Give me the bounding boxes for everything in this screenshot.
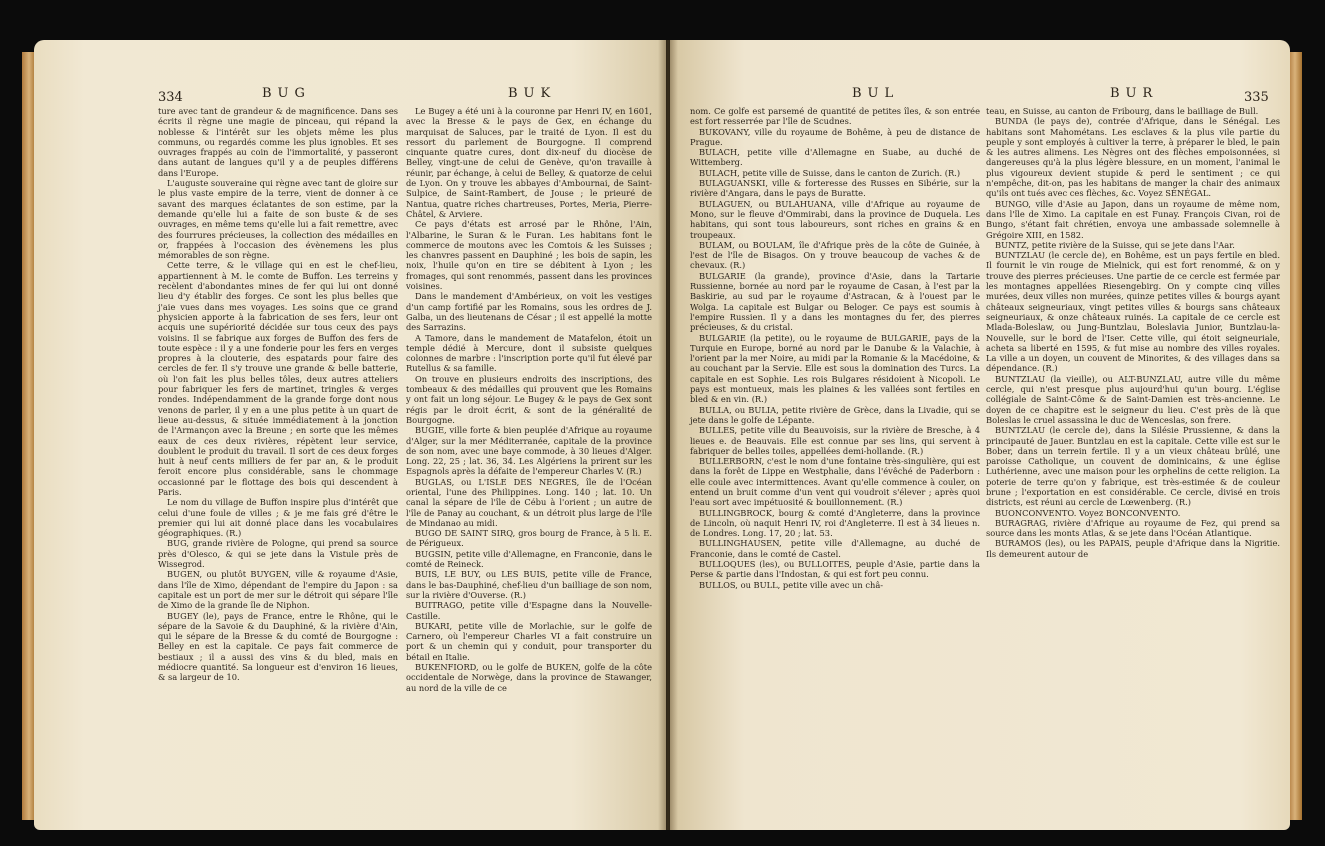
entry: Cette terre, & le village qui en est le chef-lieu, appartiennent à M. le comte de Buffon. Les terreins y recèlent d'abondantes mines de fer qui lui ont donné lieu d'y établir des forges. Ce sont les plus belles que j'aie vues dans mes voyages. Les soins que ce grand physicien apporte à la fabrication de ses fers, leur ont acquis une supériorité décidée sur tous ceux des pays voisins. Il se fabrique aux forges de Buffon des fers de toute espèce : il y a une fonderie pour les fers en verges propres à la clouterie, des espatards pour faire des cercles de fer. Il s'y trouve une grande & belle batterie, où l'on fait les plus belles tôles, deux autres atteliers pour fabriquer les fers de martinet, tringles & verges rondes. Indépendamment de la grande forge dont nous venons de parler, il y en a une plus petite à un quart de lieue au-dessus, & située immédiatement à la jonction de l'Armançon avec la Breune ; en sorte que les mêmes eaux de ces deux rivières, répètent leur service, doublent le produit du travail. Il sort de ces deux forges huit à neuf cents milliers de fer par an, & le produit feroit encore plus considérable, sans le chommage occasionné par le flottage des bois qui descendent à Paris. — [158, 260, 398, 497]
book-gutter — [658, 40, 678, 830]
entry: BUONCONVENTO. Voyez BONCONVENTO. — [995, 507, 1181, 518]
text-column — [986, 106, 1280, 559]
entry: BULACH, petite ville d'Allemagne en Suabe, au duché de Wittemberg. — [690, 147, 980, 168]
entry: BUKENFIORD, ou le golfe de BUKEN, golfe de la côte occidentale de Norwège, dans la province de Stawanger, au nord de la ville de ce — [406, 662, 652, 693]
entry: BULLINGHAUSEN, petite ville d'Allemagne, au duché de Franconie, dans le comté de Castel. — [690, 538, 980, 559]
entry: BUNTZLAU (la vieille), ou ALT-BUNZLAU, autre ville du même cercle, qui n'est presque plus aujourd'hui qu'un bourg. L'église collégiale de Saint-Côme & de Saint-Damien est très-ancienne. Le doyen de ce chapitre est le seigneur du lieu. C'est près de là que Boleslas le cruel assassina le duc de Wenceslas, son frere. — [986, 373, 1280, 425]
entry: BULGARIE (la grande), province d'Asie, dans la Tartarie Russienne, bornée au nord par le royaume de Casan, à l'est par la Baskirie, au sud par le royaume d'Astracan, & à l'ouest par le Wolga. La capitale est Bulgar ou Beloger. Ce pays est soumis à l'empire Russien. Il y a dans les montagnes du fer, des pierres précieuses, & du cristal. — [690, 270, 980, 333]
right-page — [670, 40, 1290, 830]
left-page — [34, 40, 666, 830]
entry: BUNGO, ville d'Asie au Japon, dans un royaume de même nom, dans l'île de Ximo. La capitale en est Funay. François Civan, roi de Bungo, s'étant fait chrétien, envoya une ambassade solemnelle à Grégoire XIII, en 1582. — [986, 198, 1280, 240]
text-column — [158, 106, 398, 683]
entry: Le Bugey a été uni à la couronne par Henri IV, en 1601, avec la Bresse & le pays de Gex, en échange du marquisat de Saluces, par le traité de Lyon. Il est du ressort du parlement de Bourgogne. Il comprend cinquante quatre cures, dont dix-neuf du diocèse de Belley, vingt-une de celui de Genève, qu'on travaille à réunir, par échange, à celui de Belley, & quatorze de celui de Lyon. On y trouve les abbayes d'Ambournai, de Saint-Sulpice, de Saint-Rambert, de Jouse ; le prieuré de Nantua, quatre riches chartreuses, Portes, Meria, Pierre-Châtel, & Arviere. — [406, 106, 652, 219]
entry: BULLES, petite ville du Beauvoisis, sur la rivière de Bresche, à 4 lieues e. de Beauvais. Elle est connue par ses lins, qui servent à fabriquer de belles toiles, appellées demi-hollande. (R.) — [690, 425, 980, 456]
entry: BUNTZ, petite rivière de la Suisse, qui se jete dans l'Aar. — [995, 239, 1235, 250]
entry: BULAGUANSKI, ville & forteresse des Russes en Sibérie, sur la rivière d'Angara, dans le pays de Buratte. — [690, 178, 980, 199]
entry: BUGIE, ville forte & bien peuplée d'Afrique au royaume d'Alger, sur la mer Méditerranée, capitale de la province de son nom, avec une baye commode, à 30 lieues d'Alger. Long. 22, 25 ; lat. 36, 34. Les Algériens la prirent sur les Espagnols après la défaite de l'empereur Charles V. (R.) — [406, 425, 652, 477]
entry: BUGO DE SAINT SIRQ, gros bourg de France, à 5 li. E. de Périgueux. — [406, 528, 652, 549]
entry: BULAGUEN, ou BULAHUANA, ville d'Afrique au royaume de Mono, sur le fleuve d'Ommirabi, dans la province de Duquela. Les habitans, qui sont tous laboureurs, sont riches en grains & en troupeaux. — [690, 198, 980, 240]
entry: nom. Ce golfe est parsemé de quantité de petites îles, & son entrée est fort resserrée par l'île de Scudnes. — [690, 106, 980, 127]
entry: BULGARIE (la petite), ou le royaume de BULGARIE, pays de la Turquie en Europe, borné au nord par le Danube & la Valachie, à l'orient par la mer Noire, au midi par la Romanie & la Macédoine, & au couchant par la Servie. Elle est sous la domination des Turcs. La capitale en est Sophie. Les rois Bulgares résidoient à Nicopoli. Le pays est montueux, mais les plaines & les vallées sont fertiles en bled & en vin. (R.) — [690, 332, 980, 405]
entry: Dans le mandement d'Ambérieux, on voit les vestiges d'un camp fortifié par les Romains, sous les ordres de J. Galba, un des lieutenans de César ; il est appellé la motte des Sarrazins. — [406, 291, 652, 333]
entry: BULAM, ou BOULAM, île d'Afrique près de la côte de Guinée, à l'est de l'île de Bisagos. On y trouve beaucoup de vaches & de chevaux. (R.) — [690, 239, 980, 271]
entry: BUKARI, petite ville de Morlachie, sur le golfe de Carnero, où l'empereur Charles VI a fait construire un port & un chemin qui y conduit, pour transporter du bétail en Italie. — [406, 620, 652, 662]
text-column — [406, 106, 652, 693]
entry: teau, en Suisse, au canton de Fribourg, dans le bailliage de Bull. — [986, 106, 1259, 116]
text-column — [690, 106, 980, 590]
entry: BULLOQUES (les), ou BULLOITES, peuple d'Asie, partie dans la Perse & partie dans l'Indostan, & qui est fort peu connu. — [690, 559, 980, 580]
entry: BUITRAGO, petite ville d'Espagne dans la Nouvelle-Castille. — [406, 600, 652, 621]
entry: Le nom du village de Buffon inspire plus d'intérêt que celui d'une foule de villes ; & je me fais gré d'être le premier qui lui ait donné place dans les vocabulaires géographiques. (R.) — [158, 497, 398, 539]
entry: BUGEN, ou plutôt BUYGEN, ville & royaume d'Asie, dans l'île de Ximo, dépendant de l'empire du Japon : sa capitale est un port de mer sur le détroit qui sépare l'île de Ximo de la grande île de Niphon. — [158, 569, 398, 611]
page-edge-right — [1288, 52, 1302, 820]
entry: BUNDA (le pays de), contrée d'Afrique, dans le Sénégal. Les habitans sont Mahométans. Les esclaves & la plus vile partie du peuple y sont employés à cultiver la terre, à préparer le bled, le pain & les autres alimens. Les Nègres ont des flèches empoisonnées, si dangereuses qu'à la plus légère blessure, en un moment, l'animal le plus vigoureux devient stupide & perd le sentiment ; ce qui n'empêche, dit-on, pas les habitans de manger la chair des animaux qu'ils ont tués avec ces flèches, &c. Voyez SÉNÉGAL. — [986, 116, 1280, 199]
page-number: 334 — [158, 90, 183, 105]
page-number: 335 — [1244, 90, 1269, 105]
entry: BULACH, petite ville de Suisse, dans le canton de Zurich. (R.) — [699, 167, 961, 178]
entry: BUIS, LE BUY, ou LES BUIS, petite ville de France, dans le bas-Dauphiné, chef-lieu d'un bailliage de son nom, sur la rivière d'Ouverse. (R.) — [406, 569, 652, 600]
book-spread — [22, 22, 1302, 830]
entry: BUG, grande rivière de Pologne, qui prend sa source près d'Olesco, & qui se jete dans la Vistule près de Wissegrod. — [158, 538, 398, 570]
running-header: BUR — [1110, 86, 1159, 101]
entry: BURAMOS (les), ou les PAPAIS, peuple d'Afrique dans la Nigritie. Ils demeurent autour de — [986, 538, 1280, 559]
entry: BUNTZLAU (le cercle de), dans la Silésie Prussienne, & dans la principauté de Jauer. Buntzlau en est la capitale. Cette ville est sur le Bober, dans un terrein fertile. Il y a un vieux château brûlé, une paroisse Catholique, un couvent de dominicains, & une église Luthérienne, avec une maison pour les orphelins de cette religion. La poterie de terre qu'on y fabrique, est très-estimée & de couleur brune ; l'exportation en est considérable. Ce cercle, divisé en trois districts, est réuni au cercle de Lœwenberg. (R.) — [986, 425, 1280, 508]
entry: BULLERBORN, c'est le nom d'une fontaine très-singulière, qui est dans la forêt de Lippe en Westphalie, dans l'évêché de Paderborn : elle coule avec intermittences. Avant qu'elle commence à couler, on entend un bruit comme d'un vent qui voudroit s'élever ; après quoi l'eau sort avec impétuosité & bouillonnement. (R.) — [690, 456, 980, 508]
entry: ture avec tant de grandeur & de magnificence. Dans ses écrits il règne une magie de pinceau, qui répand la noblesse & l'intérêt sur les objets même les plus communs, ou regardés comme les plus ignobles. Et ses ouvrages frappés au coin de l'immortalité, y passeront dans autant de langues qu'il y a de peuples différens dans l'Europe. — [158, 106, 398, 178]
entry: A Tamore, dans le mandement de Matafelon, étoit un temple dédié à Mercure, dont il subsiste quelques colonnes de marbre : l'inscription porte qu'il fut élevé par Rutellus & sa famille. — [406, 332, 652, 374]
entry: BUKOVANY, ville du royaume de Bohême, à peu de distance de Prague. — [690, 126, 980, 147]
entry: BUGLAS, ou L'ISLE DES NEGRES, île de l'Océan oriental, l'une des Philippines. Long. 140 ; lat. 10. Un canal la sépare de l'île de Cébu à l'orient ; un autre de l'île de Panay au couchant, & un détroit plus large de l'île de Mindanao au midi. — [406, 476, 652, 528]
entry: BUNTZLAU (le cercle de), en Bohême, est un pays fertile en bled. Il fournit le vin rouge de Mielnick, qui est fort renommé, & on y trouve des pierres précieuses. Une partie de ce cercle est fermée par les montagnes appellées Riesengebirg. On y compte cinq villes murées, deux villes non murées, quinze petites villes & bourgs ayant châteaux seigneuriaux, vingt petites villes & bourgs sans châteaux seigneuriaux, & onze châteaux ruinés. La capitale de ce cercle est Mlada-Boleslaw, ou Jung-Buntzlau, Boleslavia Junior, Buntzlau-la-Nouvelle, sur le bord de l'Iser. Cette ville, qui étoit seigneuriale, acheta sa liberté en 1595, & fut mise au nombre des villes royales. La ville a un doyen, un couvent de Minorites, & des villages dans sa dépendance. (R.) — [986, 250, 1280, 374]
entry: L'auguste souveraine qui règne avec tant de gloire sur le plus vaste empire de la terre, vient de donner à ce savant des marques éclatantes de son estime, par la demande qu'elle lui a faite de son buste & de ses ouvrages, en même tems qu'elle lui a fait remettre, avec des fourrures précieuses, la collection des médailles en or, frappées à l'occasion des évènemens les plus mémorables de son règne. — [158, 178, 398, 261]
running-header: BUL — [852, 86, 900, 101]
entry: BULLA, ou BULIA, petite rivière de Grèce, dans la Livadie, qui se jete dans le golfe de Lépante. — [690, 404, 980, 425]
entry: BURAGRAG, rivière d'Afrique au royaume de Fez, qui prend sa source dans les monts Atlas, & se jete dans l'Océan Atlantique. — [986, 517, 1280, 539]
entry: Ce pays d'états est arrosé par le Rhône, l'Ain, l'Albarine, le Suran & le Furan. Les habitans font le commerce de moutons avec les Comtois & les Suisses ; les chanvres passent en Dauphiné ; les bois de sapin, les noix, l'huile qu'on en tire se débitent à Lyon ; les fromages, qui sont renommés, passent dans les provinces voisines. — [406, 219, 652, 292]
entry: On trouve en plusieurs endroits des inscriptions, des tombeaux & des médailles qui prouvent que les Romains y ont fait un long séjour. Le Bugey & le pays de Gex sont régis par le droit écrit, & sont de la généralité de Bourgogne. — [406, 373, 652, 425]
running-header: BUG — [262, 86, 311, 101]
entry: BUGEY (le), pays de France, entre le Rhône, qui le sépare de la Savoie & du Dauphiné, & la rivière d'Ain, qui le sépare de la Bresse & du comté de Bourgogne : Belley en est la capitale. Ce pays fait commerce de bestiaux ; il a aussi des vins & du bled, mais en médiocre quantité. Sa longueur est d'environ 16 lieues, & sa largeur de 10. — [158, 610, 398, 683]
running-header: BUK — [508, 86, 557, 101]
entry: BULLOS, ou BULL, petite ville avec un châ- — [699, 579, 884, 590]
entry: BUGSIN, petite ville d'Allemagne, en Franconie, dans le comté de Reineck. — [406, 548, 652, 570]
entry: BULLINGBROCK, bourg & comté d'Angleterre, dans la province de Lincoln, où naquit Henri IV, roi d'Angleterre. Il est à 34 lieues n. de Londres. Long. 17, 20 ; lat. 53. — [690, 507, 980, 539]
